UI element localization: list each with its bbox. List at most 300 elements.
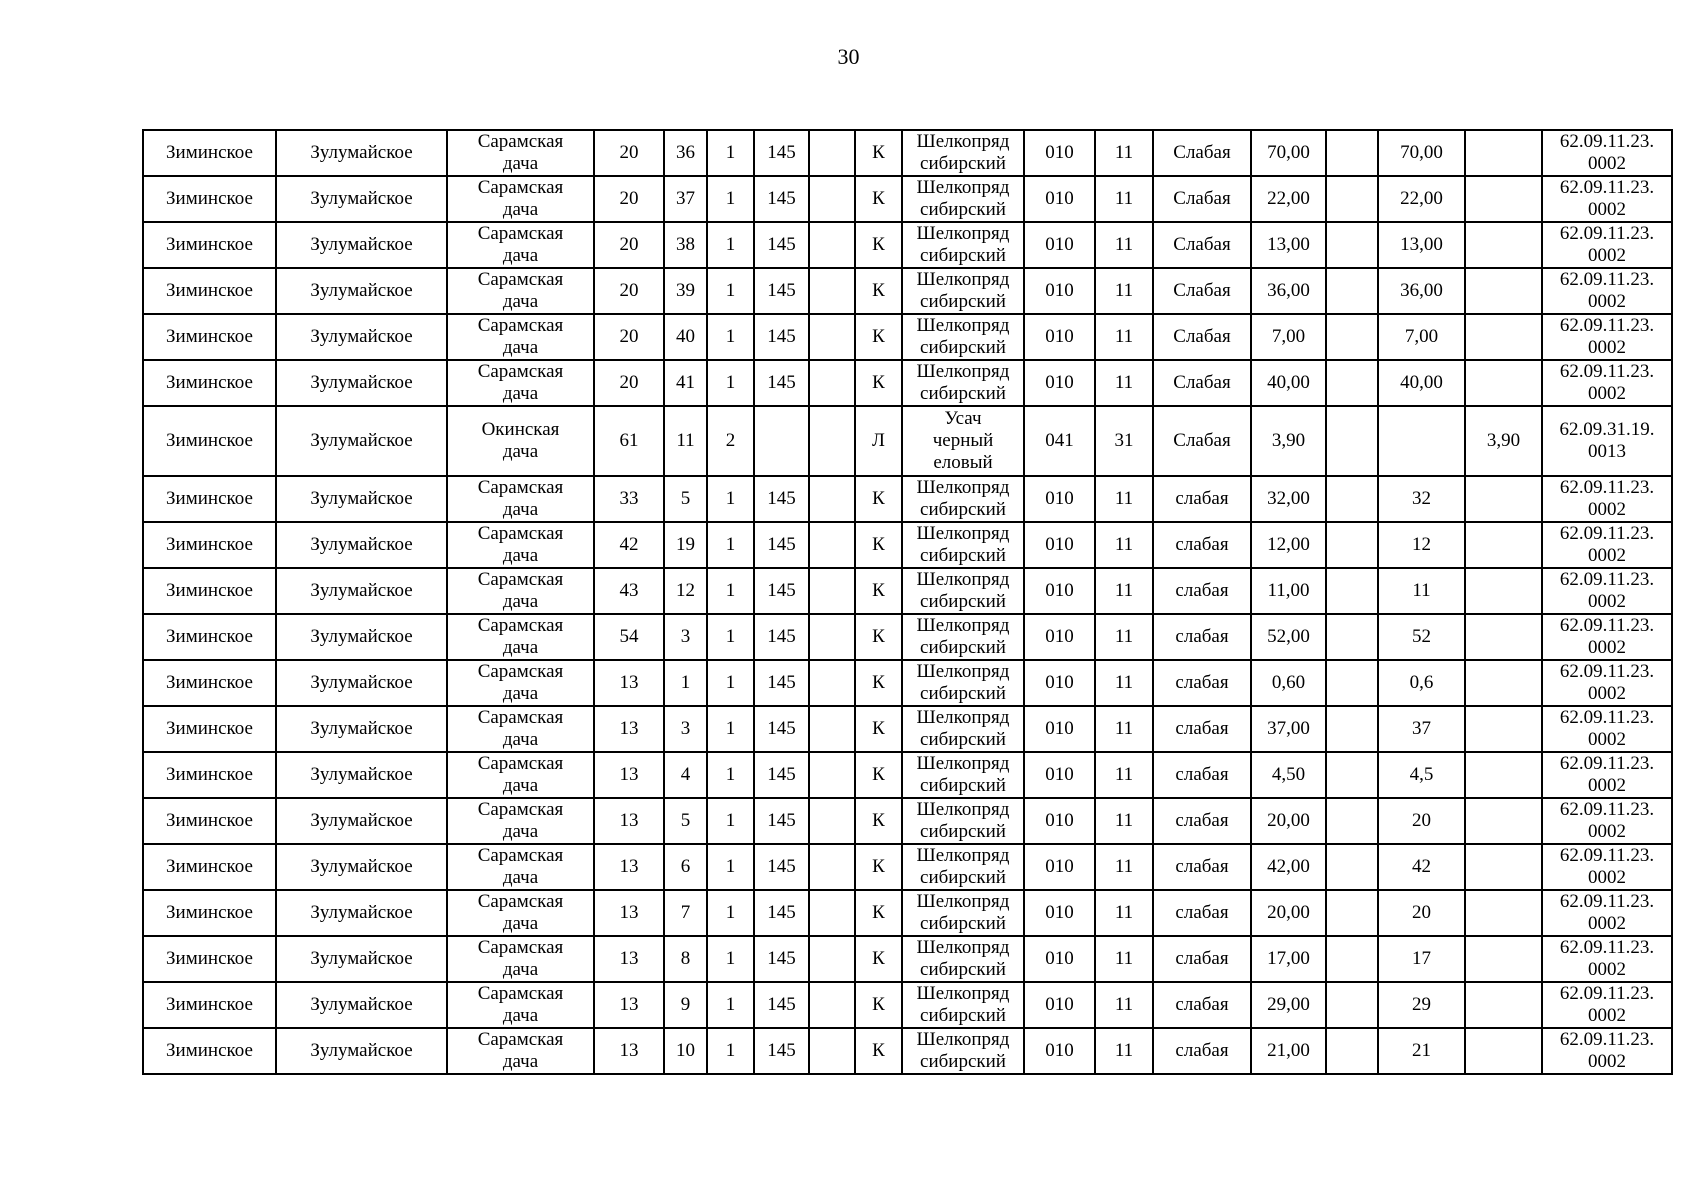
subcompartment-cell: 1: [707, 568, 754, 614]
empty-cell: [809, 360, 855, 406]
damage-code-cell: 11: [1095, 568, 1153, 614]
forestry-cell: Зиминское: [143, 568, 276, 614]
forestry-cell: Зиминское: [143, 660, 276, 706]
quarter-cell: 13: [594, 706, 664, 752]
dacha-cell: Сарамская дача: [447, 982, 594, 1028]
code-cell: 145: [754, 314, 809, 360]
compartment-cell: 3: [664, 706, 707, 752]
severity-cell: слабая: [1153, 752, 1251, 798]
empty-area-cell: [1326, 360, 1378, 406]
severity-cell: Слабая: [1153, 406, 1251, 476]
compartment-cell: 36: [664, 130, 707, 176]
table-row: [143, 936, 1672, 982]
registry-code-cell: 62.09.31.19. 0013: [1542, 406, 1672, 476]
severity-cell: слабая: [1153, 982, 1251, 1028]
empty-area-cell: [1326, 890, 1378, 936]
page-number: 30: [837, 44, 860, 69]
subcompartment-cell: 2: [707, 406, 754, 476]
quarter-cell: 20: [594, 314, 664, 360]
code-cell: 145: [754, 890, 809, 936]
severity-cell: Слабая: [1153, 176, 1251, 222]
table-row: [143, 614, 1672, 660]
area-coniferous-cell: 4,5: [1378, 752, 1465, 798]
forestry-cell: Зиминское: [143, 222, 276, 268]
damage-code-cell: 31: [1095, 406, 1153, 476]
empty-area-cell: [1326, 568, 1378, 614]
species-cell: К: [855, 936, 902, 982]
code-cell: 145: [754, 130, 809, 176]
district-forestry-cell: Зулумайское: [276, 1028, 447, 1074]
dacha-cell: Сарамская дача: [447, 176, 594, 222]
area-deciduous-cell: [1465, 936, 1542, 982]
area-coniferous-cell: 29: [1378, 982, 1465, 1028]
code-cell: 145: [754, 522, 809, 568]
pest-code-cell: 010: [1024, 568, 1095, 614]
area-deciduous-cell: [1465, 982, 1542, 1028]
area-cell: 20,00: [1251, 890, 1326, 936]
registry-code-cell: 62.09.11.23. 0002: [1542, 706, 1672, 752]
damage-code-cell: 11: [1095, 752, 1153, 798]
district-forestry-cell: Зулумайское: [276, 360, 447, 406]
forestry-cell: Зиминское: [143, 844, 276, 890]
subcompartment-cell: 1: [707, 660, 754, 706]
subcompartment-cell: 1: [707, 176, 754, 222]
dacha-cell: Сарамская дача: [447, 706, 594, 752]
dacha-cell: Сарамская дача: [447, 314, 594, 360]
species-cell: К: [855, 844, 902, 890]
code-cell: 145: [754, 360, 809, 406]
table-row: [143, 406, 1672, 476]
district-forestry-cell: Зулумайское: [276, 176, 447, 222]
empty-area-cell: [1326, 660, 1378, 706]
pest-code-cell: 010: [1024, 268, 1095, 314]
pest-code-cell: 010: [1024, 660, 1095, 706]
table-row: [143, 476, 1672, 522]
dacha-cell: Сарамская дача: [447, 360, 594, 406]
area-coniferous-cell: 13,00: [1378, 222, 1465, 268]
table-row: [143, 130, 1672, 176]
pest-name-cell: Шелкопряд сибирский: [902, 706, 1024, 752]
registry-code-cell: 62.09.11.23. 0002: [1542, 476, 1672, 522]
severity-cell: слабая: [1153, 890, 1251, 936]
code-cell: 145: [754, 798, 809, 844]
species-cell: К: [855, 890, 902, 936]
species-cell: К: [855, 706, 902, 752]
forestry-cell: Зиминское: [143, 614, 276, 660]
compartment-cell: 6: [664, 844, 707, 890]
dacha-cell: Сарамская дача: [447, 476, 594, 522]
table-row: [143, 982, 1672, 1028]
subcompartment-cell: 1: [707, 982, 754, 1028]
dacha-cell: Сарамская дача: [447, 798, 594, 844]
pest-name-cell: Шелкопряд сибирский: [902, 936, 1024, 982]
area-coniferous-cell: 7,00: [1378, 314, 1465, 360]
pest-code-cell: 010: [1024, 982, 1095, 1028]
subcompartment-cell: 1: [707, 130, 754, 176]
area-coniferous-cell: 12: [1378, 522, 1465, 568]
damage-code-cell: 11: [1095, 706, 1153, 752]
subcompartment-cell: 1: [707, 268, 754, 314]
area-coniferous-cell: 52: [1378, 614, 1465, 660]
area-coniferous-cell: 40,00: [1378, 360, 1465, 406]
table-row: [143, 522, 1672, 568]
damage-code-cell: 11: [1095, 844, 1153, 890]
forestry-cell: Зиминское: [143, 936, 276, 982]
empty-cell: [809, 798, 855, 844]
severity-cell: слабая: [1153, 660, 1251, 706]
empty-area-cell: [1326, 476, 1378, 522]
empty-area-cell: [1326, 130, 1378, 176]
area-cell: 42,00: [1251, 844, 1326, 890]
subcompartment-cell: 1: [707, 844, 754, 890]
severity-cell: Слабая: [1153, 222, 1251, 268]
damage-code-cell: 11: [1095, 890, 1153, 936]
code-cell: 145: [754, 568, 809, 614]
pest-name-cell: Шелкопряд сибирский: [902, 982, 1024, 1028]
district-forestry-cell: Зулумайское: [276, 752, 447, 798]
forestry-cell: Зиминское: [143, 706, 276, 752]
subcompartment-cell: 1: [707, 1028, 754, 1074]
dacha-cell: Сарамская дача: [447, 752, 594, 798]
pest-code-cell: 010: [1024, 706, 1095, 752]
area-coniferous-cell: 17: [1378, 936, 1465, 982]
forestry-cell: Зиминское: [143, 360, 276, 406]
area-coniferous-cell: 11: [1378, 568, 1465, 614]
code-cell: 145: [754, 176, 809, 222]
species-cell: К: [855, 752, 902, 798]
quarter-cell: 13: [594, 798, 664, 844]
compartment-cell: 1: [664, 660, 707, 706]
compartment-cell: 3: [664, 614, 707, 660]
empty-cell: [809, 982, 855, 1028]
dacha-cell: Окинская дача: [447, 406, 594, 476]
code-cell: 145: [754, 706, 809, 752]
quarter-cell: 13: [594, 752, 664, 798]
quarter-cell: 13: [594, 982, 664, 1028]
compartment-cell: 11: [664, 406, 707, 476]
area-cell: 32,00: [1251, 476, 1326, 522]
area-deciduous-cell: [1465, 660, 1542, 706]
damage-code-cell: 11: [1095, 660, 1153, 706]
table-row: [143, 314, 1672, 360]
area-deciduous-cell: [1465, 844, 1542, 890]
pest-code-cell: 010: [1024, 936, 1095, 982]
severity-cell: слабая: [1153, 614, 1251, 660]
table-row: [143, 268, 1672, 314]
empty-area-cell: [1326, 844, 1378, 890]
empty-cell: [809, 1028, 855, 1074]
species-cell: К: [855, 176, 902, 222]
district-forestry-cell: Зулумайское: [276, 522, 447, 568]
district-forestry-cell: Зулумайское: [276, 844, 447, 890]
pest-code-cell: 010: [1024, 614, 1095, 660]
quarter-cell: 54: [594, 614, 664, 660]
dacha-cell: Сарамская дача: [447, 222, 594, 268]
severity-cell: слабая: [1153, 522, 1251, 568]
code-cell: 145: [754, 752, 809, 798]
forestry-cell: Зиминское: [143, 406, 276, 476]
code-cell: 145: [754, 268, 809, 314]
code-cell: 145: [754, 476, 809, 522]
area-deciduous-cell: [1465, 1028, 1542, 1074]
district-forestry-cell: Зулумайское: [276, 798, 447, 844]
compartment-cell: 37: [664, 176, 707, 222]
pest-name-cell: Шелкопряд сибирский: [902, 568, 1024, 614]
damage-code-cell: 11: [1095, 982, 1153, 1028]
area-deciduous-cell: [1465, 360, 1542, 406]
registry-code-cell: 62.09.11.23. 0002: [1542, 130, 1672, 176]
empty-cell: [809, 522, 855, 568]
area-coniferous-cell: 70,00: [1378, 130, 1465, 176]
empty-cell: [809, 314, 855, 360]
dacha-cell: Сарамская дача: [447, 936, 594, 982]
area-deciduous-cell: [1465, 798, 1542, 844]
compartment-cell: 10: [664, 1028, 707, 1074]
table-row: [143, 222, 1672, 268]
area-cell: 13,00: [1251, 222, 1326, 268]
empty-cell: [809, 406, 855, 476]
species-cell: Л: [855, 406, 902, 476]
empty-cell: [809, 936, 855, 982]
quarter-cell: 61: [594, 406, 664, 476]
registry-code-cell: 62.09.11.23. 0002: [1542, 844, 1672, 890]
area-coniferous-cell: 22,00: [1378, 176, 1465, 222]
district-forestry-cell: Зулумайское: [276, 130, 447, 176]
empty-area-cell: [1326, 706, 1378, 752]
empty-area-cell: [1326, 614, 1378, 660]
area-cell: 21,00: [1251, 1028, 1326, 1074]
species-cell: К: [855, 476, 902, 522]
area-cell: 0,60: [1251, 660, 1326, 706]
code-cell: 145: [754, 982, 809, 1028]
registry-code-cell: 62.09.11.23. 0002: [1542, 360, 1672, 406]
damage-code-cell: 11: [1095, 222, 1153, 268]
subcompartment-cell: 1: [707, 614, 754, 660]
forestry-cell: Зиминское: [143, 268, 276, 314]
empty-area-cell: [1326, 752, 1378, 798]
severity-cell: слабая: [1153, 936, 1251, 982]
species-cell: К: [855, 1028, 902, 1074]
dacha-cell: Сарамская дача: [447, 660, 594, 706]
area-deciduous-cell: [1465, 752, 1542, 798]
pest-name-cell: Шелкопряд сибирский: [902, 522, 1024, 568]
table-row: [143, 568, 1672, 614]
subcompartment-cell: 1: [707, 522, 754, 568]
species-cell: К: [855, 568, 902, 614]
empty-cell: [809, 476, 855, 522]
quarter-cell: 13: [594, 1028, 664, 1074]
species-cell: К: [855, 798, 902, 844]
severity-cell: слабая: [1153, 1028, 1251, 1074]
code-cell: 145: [754, 660, 809, 706]
forestry-cell: Зиминское: [143, 752, 276, 798]
pest-name-cell: Шелкопряд сибирский: [902, 1028, 1024, 1074]
table-body: [143, 130, 1672, 1074]
registry-code-cell: 62.09.11.23. 0002: [1542, 982, 1672, 1028]
damage-code-cell: 11: [1095, 936, 1153, 982]
subcompartment-cell: 1: [707, 936, 754, 982]
area-cell: 3,90: [1251, 406, 1326, 476]
pest-name-cell: Шелкопряд сибирский: [902, 360, 1024, 406]
severity-cell: Слабая: [1153, 268, 1251, 314]
code-cell: 145: [754, 1028, 809, 1074]
dacha-cell: Сарамская дача: [447, 844, 594, 890]
area-cell: 29,00: [1251, 982, 1326, 1028]
empty-area-cell: [1326, 982, 1378, 1028]
empty-area-cell: [1326, 936, 1378, 982]
forestry-cell: Зиминское: [143, 314, 276, 360]
area-coniferous-cell: 0,6: [1378, 660, 1465, 706]
quarter-cell: 13: [594, 936, 664, 982]
registry-code-cell: 62.09.11.23. 0002: [1542, 890, 1672, 936]
registry-code-cell: 62.09.11.23. 0002: [1542, 752, 1672, 798]
compartment-cell: 4: [664, 752, 707, 798]
pest-name-cell: Шелкопряд сибирский: [902, 660, 1024, 706]
area-cell: 17,00: [1251, 936, 1326, 982]
area-coniferous-cell: [1378, 406, 1465, 476]
subcompartment-cell: 1: [707, 222, 754, 268]
district-forestry-cell: Зулумайское: [276, 936, 447, 982]
damage-code-cell: 11: [1095, 360, 1153, 406]
damage-code-cell: 11: [1095, 798, 1153, 844]
compartment-cell: 5: [664, 476, 707, 522]
quarter-cell: 13: [594, 844, 664, 890]
severity-cell: слабая: [1153, 568, 1251, 614]
area-deciduous-cell: [1465, 522, 1542, 568]
code-cell: 145: [754, 844, 809, 890]
subcompartment-cell: 1: [707, 890, 754, 936]
severity-cell: слабая: [1153, 844, 1251, 890]
area-deciduous-cell: [1465, 476, 1542, 522]
area-cell: 7,00: [1251, 314, 1326, 360]
area-coniferous-cell: 36,00: [1378, 268, 1465, 314]
pest-name-cell: Шелкопряд сибирский: [902, 476, 1024, 522]
empty-area-cell: [1326, 1028, 1378, 1074]
district-forestry-cell: Зулумайское: [276, 614, 447, 660]
pest-code-cell: 010: [1024, 222, 1095, 268]
table-row: [143, 360, 1672, 406]
area-cell: 22,00: [1251, 176, 1326, 222]
empty-cell: [809, 752, 855, 798]
compartment-cell: 38: [664, 222, 707, 268]
pest-code-cell: 010: [1024, 844, 1095, 890]
compartment-cell: 40: [664, 314, 707, 360]
district-forestry-cell: Зулумайское: [276, 222, 447, 268]
severity-cell: Слабая: [1153, 314, 1251, 360]
severity-cell: слабая: [1153, 706, 1251, 752]
subcompartment-cell: 1: [707, 752, 754, 798]
pest-code-cell: 010: [1024, 476, 1095, 522]
species-cell: К: [855, 130, 902, 176]
pest-name-cell: Шелкопряд сибирский: [902, 614, 1024, 660]
pest-name-cell: Шелкопряд сибирский: [902, 268, 1024, 314]
empty-area-cell: [1326, 798, 1378, 844]
empty-area-cell: [1326, 268, 1378, 314]
registry-code-cell: 62.09.11.23. 0002: [1542, 314, 1672, 360]
table-row: [143, 706, 1672, 752]
district-forestry-cell: Зулумайское: [276, 568, 447, 614]
registry-code-cell: 62.09.11.23. 0002: [1542, 660, 1672, 706]
forestry-cell: Зиминское: [143, 1028, 276, 1074]
quarter-cell: 43: [594, 568, 664, 614]
registry-code-cell: 62.09.11.23. 0002: [1542, 568, 1672, 614]
quarter-cell: 20: [594, 268, 664, 314]
table-row: [143, 890, 1672, 936]
area-cell: 70,00: [1251, 130, 1326, 176]
quarter-cell: 20: [594, 222, 664, 268]
quarter-cell: 20: [594, 360, 664, 406]
damage-code-cell: 11: [1095, 522, 1153, 568]
area-deciduous-cell: [1465, 130, 1542, 176]
empty-cell: [809, 568, 855, 614]
compartment-cell: 5: [664, 798, 707, 844]
forestry-cell: Зиминское: [143, 798, 276, 844]
area-deciduous-cell: [1465, 176, 1542, 222]
area-coniferous-cell: 21: [1378, 1028, 1465, 1074]
empty-area-cell: [1326, 314, 1378, 360]
damage-code-cell: 11: [1095, 476, 1153, 522]
severity-cell: Слабая: [1153, 360, 1251, 406]
area-coniferous-cell: 37: [1378, 706, 1465, 752]
area-deciduous-cell: [1465, 890, 1542, 936]
district-forestry-cell: Зулумайское: [276, 982, 447, 1028]
empty-area-cell: [1326, 522, 1378, 568]
compartment-cell: 39: [664, 268, 707, 314]
pest-name-cell: Шелкопряд сибирский: [902, 314, 1024, 360]
area-cell: 11,00: [1251, 568, 1326, 614]
dacha-cell: Сарамская дача: [447, 1028, 594, 1074]
pest-code-cell: 010: [1024, 176, 1095, 222]
pest-name-cell: Шелкопряд сибирский: [902, 130, 1024, 176]
area-deciduous-cell: [1465, 568, 1542, 614]
quarter-cell: 42: [594, 522, 664, 568]
pest-code-cell: 010: [1024, 752, 1095, 798]
quarter-cell: 13: [594, 660, 664, 706]
pest-name-cell: Шелкопряд сибирский: [902, 176, 1024, 222]
quarter-cell: 33: [594, 476, 664, 522]
species-cell: К: [855, 982, 902, 1028]
area-deciduous-cell: [1465, 222, 1542, 268]
area-cell: 36,00: [1251, 268, 1326, 314]
area-deciduous-cell: [1465, 268, 1542, 314]
dacha-cell: Сарамская дача: [447, 614, 594, 660]
species-cell: К: [855, 660, 902, 706]
dacha-cell: Сарамская дача: [447, 890, 594, 936]
pest-code-cell: 010: [1024, 890, 1095, 936]
district-forestry-cell: Зулумайское: [276, 268, 447, 314]
district-forestry-cell: Зулумайское: [276, 706, 447, 752]
severity-cell: слабая: [1153, 798, 1251, 844]
compartment-cell: 8: [664, 936, 707, 982]
damage-code-cell: 11: [1095, 314, 1153, 360]
pest-name-cell: Шелкопряд сибирский: [902, 844, 1024, 890]
area-coniferous-cell: 42: [1378, 844, 1465, 890]
compartment-cell: 12: [664, 568, 707, 614]
area-cell: 37,00: [1251, 706, 1326, 752]
compartment-cell: 19: [664, 522, 707, 568]
empty-cell: [809, 130, 855, 176]
empty-cell: [809, 614, 855, 660]
quarter-cell: 20: [594, 130, 664, 176]
district-forestry-cell: Зулумайское: [276, 406, 447, 476]
damage-code-cell: 11: [1095, 176, 1153, 222]
forestry-cell: Зиминское: [143, 476, 276, 522]
species-cell: К: [855, 268, 902, 314]
code-cell: [754, 406, 809, 476]
forest-pest-table: [142, 129, 1673, 1075]
area-deciduous-cell: [1465, 614, 1542, 660]
registry-code-cell: 62.09.11.23. 0002: [1542, 798, 1672, 844]
